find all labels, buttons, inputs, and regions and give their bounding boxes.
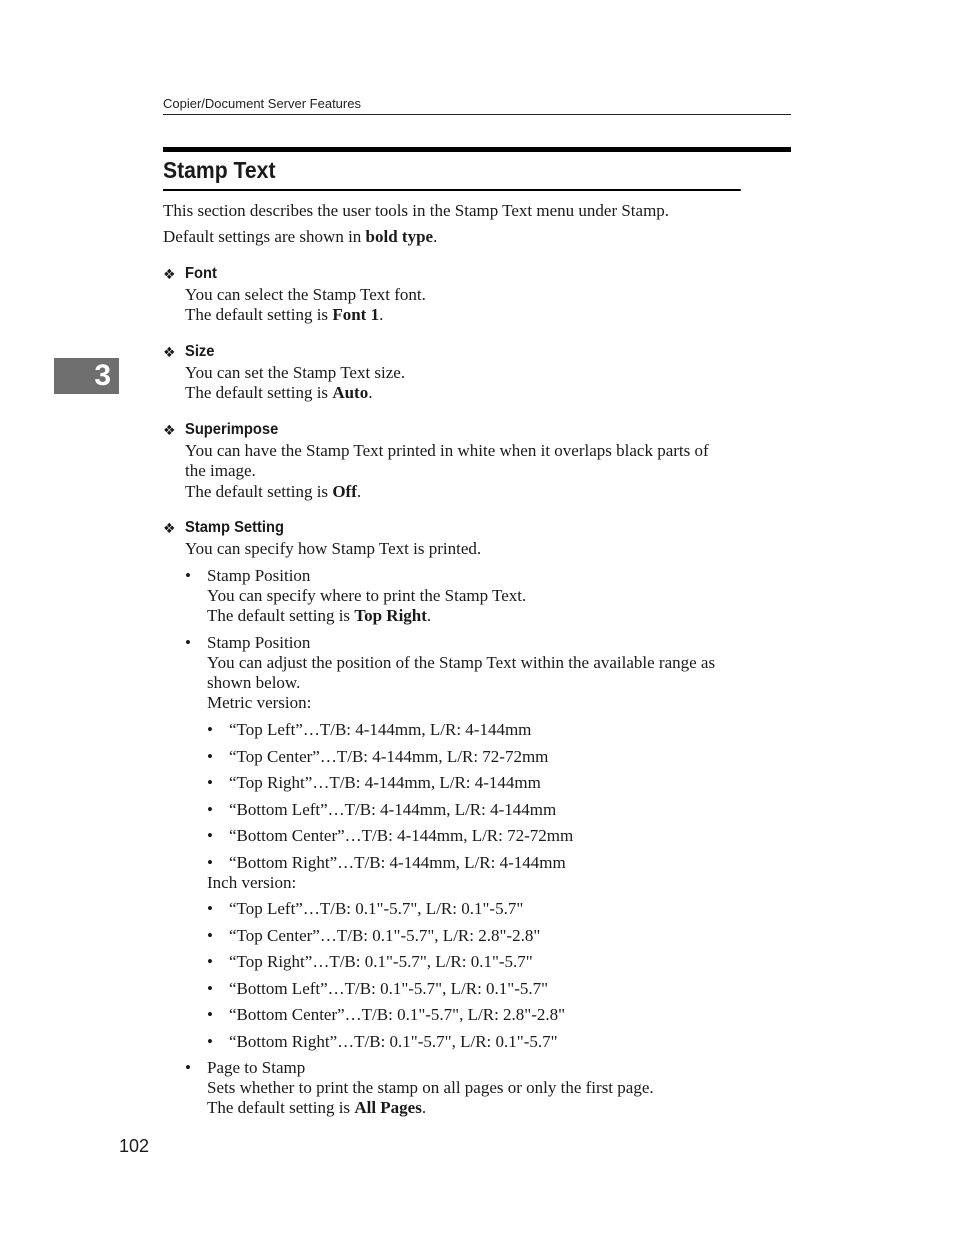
metric-value: “Bottom Left”…T/B: 4-144mm, L/R: 4-144mm — [229, 800, 557, 819]
list-item-label: Stamp Position — [207, 566, 311, 585]
bullet-icon: • — [207, 1032, 213, 1051]
metric-list-item — [207, 720, 791, 740]
default-value: Auto — [332, 383, 369, 402]
font-heading-label: Font — [185, 265, 217, 282]
bullet-icon: • — [207, 1005, 213, 1024]
default-prefix: The default setting is — [185, 305, 333, 324]
inch-value: “Bottom Right”…T/B: 0.1"-5.7", L/R: 0.1"-5.7" — [229, 1032, 558, 1051]
metric-value: “Bottom Right”…T/B: 4-144mm, L/R: 4-144mm — [229, 853, 566, 872]
bullet-icon: • — [185, 1058, 191, 1077]
inch-value: “Bottom Center”…T/B: 0.1"-5.7", L/R: 2.8"-2.8" — [229, 1005, 566, 1024]
superimpose-default — [185, 482, 791, 502]
metric-list-item — [207, 800, 791, 820]
list-item — [185, 1058, 791, 1118]
running-header — [163, 96, 791, 115]
inch-list-item — [207, 926, 791, 946]
stamp-setting-heading — [163, 518, 293, 538]
bullet-icon: • — [207, 952, 213, 971]
default-suffix: . — [368, 383, 373, 402]
default-suffix: . — [426, 606, 432, 625]
bullet-icon: • — [207, 747, 213, 766]
diamond-bullet-icon: ❖ — [163, 520, 176, 536]
bullet-icon: • — [207, 720, 213, 739]
bullet-icon: • — [207, 979, 213, 998]
default-prefix: The default setting is — [185, 383, 333, 402]
default-value: Off — [332, 482, 357, 501]
inch-value: “Top Center”…T/B: 0.1"-5.7", L/R: 2.8"-2.8" — [229, 926, 541, 945]
title-rule — [163, 147, 791, 152]
default-suffix: . — [421, 1098, 427, 1117]
inch-list-item — [207, 1005, 791, 1025]
intro-suffix: . — [433, 227, 438, 246]
running-header-title: Copier/Document Server Features — [163, 96, 361, 111]
intro-text: Default settings are shown in — [163, 227, 366, 246]
inch-list-item — [207, 1032, 791, 1052]
diamond-bullet-icon: ❖ — [163, 266, 176, 282]
list-item-desc: You can specify where to print the Stamp Text. — [207, 586, 527, 605]
inch-value: “Bottom Left”…T/B: 0.1"-5.7", L/R: 0.1"-5.7" — [229, 979, 549, 998]
default-value: Font 1 — [332, 305, 380, 324]
diamond-bullet-icon: ❖ — [163, 422, 176, 438]
stamp-setting-heading-label: Stamp Setting — [185, 519, 284, 536]
list-item — [185, 566, 791, 626]
metric-list-item — [207, 773, 791, 793]
font-heading — [163, 264, 220, 284]
list-item-desc: Sets whether to print the stamp on all pages or only the first page. — [207, 1078, 654, 1097]
default-prefix: The default setting is — [207, 606, 355, 625]
list-item-label: Stamp Position — [207, 633, 311, 652]
inch-version-label: Inch version: — [207, 873, 297, 892]
list-item — [185, 633, 791, 713]
metric-version-label: Metric version: — [207, 693, 312, 712]
metric-list-item — [207, 853, 791, 873]
size-heading-label: Size — [185, 343, 215, 360]
bullet-icon: • — [207, 800, 213, 819]
default-prefix: The default setting is — [185, 482, 333, 501]
list-item-label: Page to Stamp — [207, 1058, 306, 1077]
page-number: 102 — [119, 1136, 150, 1156]
inch-list-item — [207, 899, 791, 919]
metric-value: “Top Center”…T/B: 4-144mm, L/R: 72-72mm — [229, 747, 549, 766]
inch-list-item — [207, 952, 791, 972]
list-item-desc: shown below. — [207, 673, 301, 692]
font-desc: You can select the Stamp Text font. — [185, 285, 426, 304]
bullet-icon: • — [207, 899, 213, 918]
bullet-icon: • — [185, 633, 191, 652]
stamp-setting-desc: You can specify how Stamp Text is printed. — [185, 539, 482, 558]
inch-list-item — [207, 979, 791, 999]
size-desc: You can set the Stamp Text size. — [185, 363, 406, 382]
metric-list-item — [207, 826, 791, 846]
metric-value: “Top Left”…T/B: 4-144mm, L/R: 4-144mm — [229, 720, 532, 739]
superimpose-desc-2: the image. — [185, 461, 256, 480]
superimpose-desc-1: You can have the Stamp Text printed in white when it overlaps black parts of — [185, 441, 709, 460]
size-heading — [163, 342, 217, 362]
bullet-icon: • — [207, 853, 213, 872]
metric-value: “Top Right”…T/B: 4-144mm, L/R: 4-144mm — [229, 773, 541, 792]
superimpose-heading-label: Superimpose — [185, 421, 279, 438]
default-suffix: . — [356, 482, 362, 501]
default-suffix: . — [379, 305, 384, 324]
list-item-desc: You can adjust the position of the Stamp Text within the available range as — [207, 653, 716, 672]
inch-value: “Top Right”…T/B: 0.1"-5.7", L/R: 0.1"-5.7" — [229, 952, 533, 971]
bullet-icon: • — [207, 773, 213, 792]
intro-line-1: This section describes the user tools in the Stamp Text menu under Stamp. — [163, 201, 670, 220]
bullet-icon: • — [185, 566, 191, 585]
bullet-icon: • — [207, 826, 213, 845]
bullet-icon: • — [207, 926, 213, 945]
font-default — [185, 305, 791, 325]
section-title — [163, 155, 741, 191]
list-item-default — [207, 1098, 791, 1118]
intro-line-2 — [163, 227, 791, 247]
intro-bold: bold type — [365, 227, 434, 246]
chapter-number: 3 — [94, 359, 111, 392]
inch-value: “Top Left”…T/B: 0.1"-5.7", L/R: 0.1"-5.7" — [229, 899, 524, 918]
superimpose-heading — [163, 420, 286, 440]
default-value: All Pages — [354, 1098, 422, 1117]
chapter-tab — [54, 358, 119, 394]
default-prefix: The default setting is — [207, 1098, 355, 1117]
page-title: Stamp Text — [163, 157, 276, 183]
size-default — [185, 383, 791, 403]
diamond-bullet-icon: ❖ — [163, 344, 176, 360]
default-value: Top Right — [354, 606, 427, 625]
list-item-default — [207, 606, 791, 626]
metric-value: “Bottom Center”…T/B: 4-144mm, L/R: 72-72mm — [229, 826, 574, 845]
metric-list-item — [207, 747, 791, 767]
